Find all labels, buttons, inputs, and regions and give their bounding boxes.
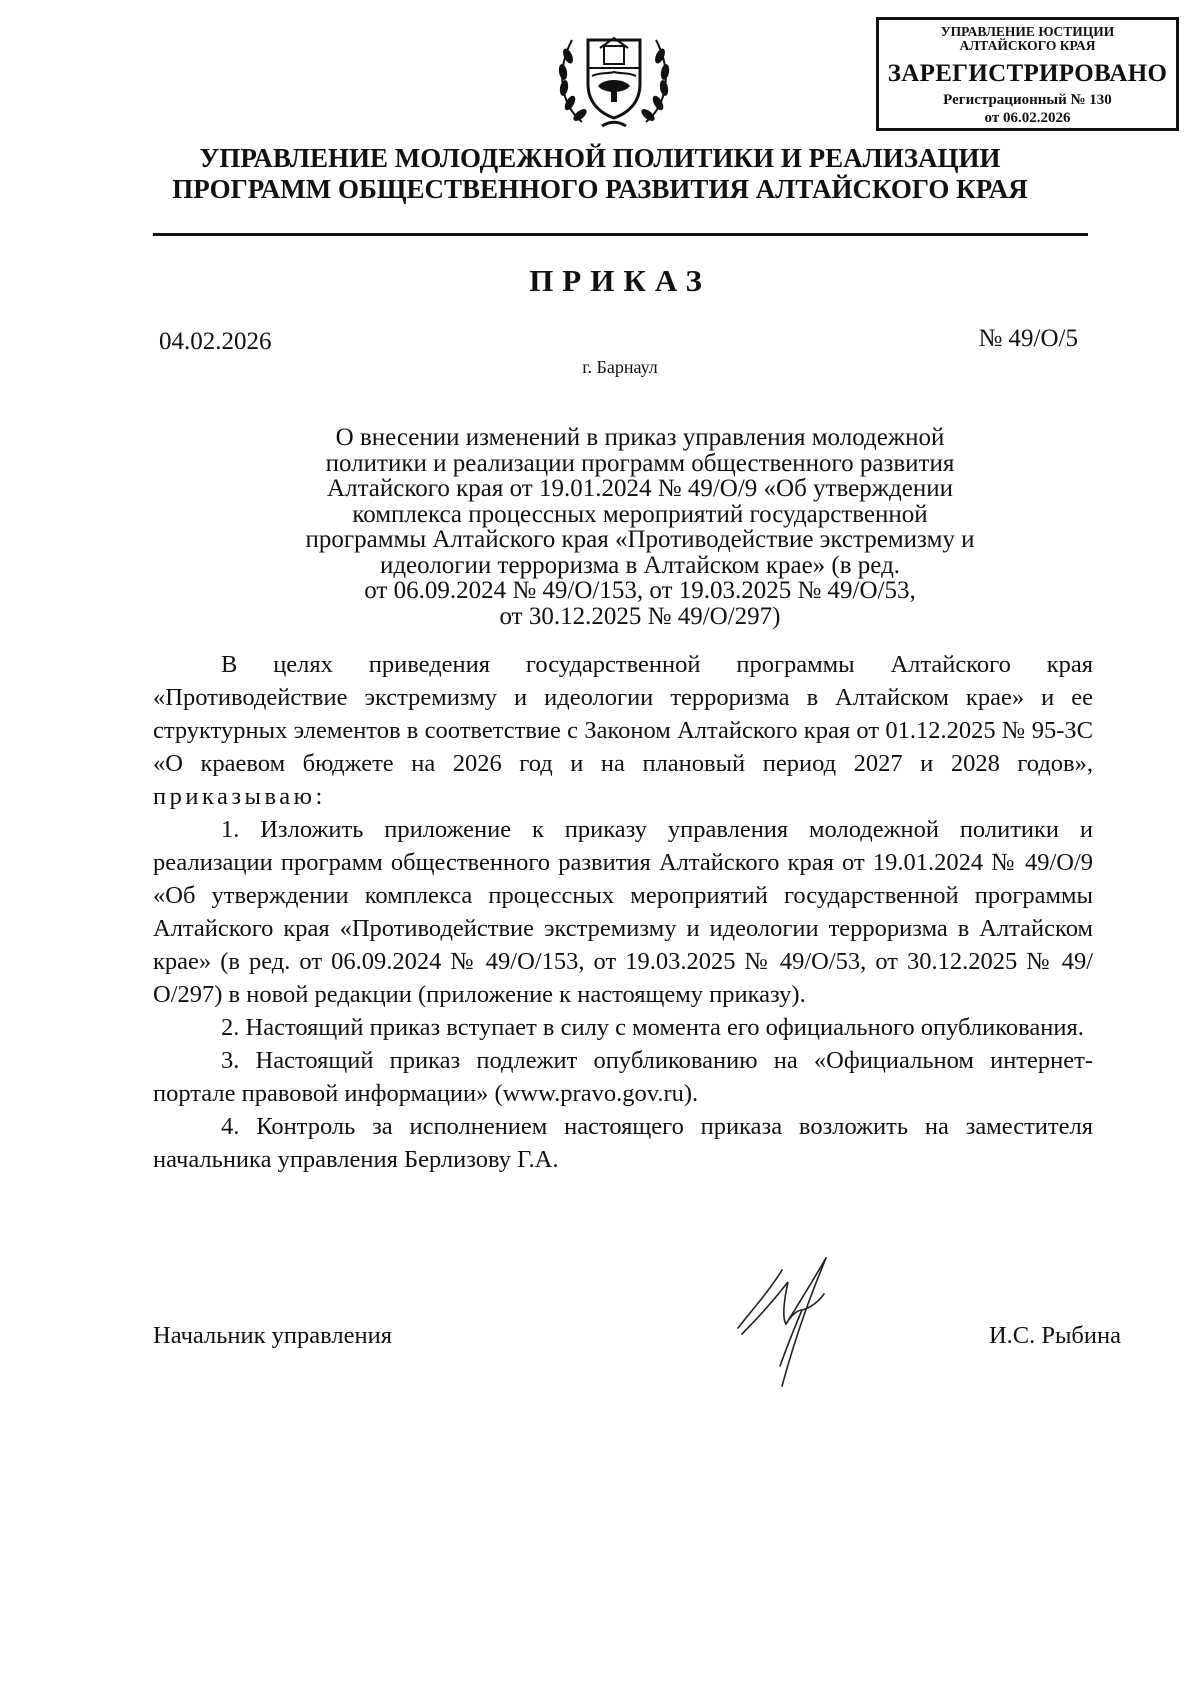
preamble-paragraph [153, 648, 1093, 813]
order-number: № 49/О/5 [978, 325, 1078, 352]
stamp-date: от 06.02.2026 [984, 110, 1071, 126]
stamp-status: ЗАРЕГИСТРИРОВАНО [887, 60, 1168, 87]
header-divider [153, 233, 1088, 236]
coat-of-arms-icon [552, 26, 676, 130]
stamp-organization [879, 25, 1176, 53]
order-city: г. Барнаул [582, 357, 658, 377]
order-subject: О внесении изменений в приказ управления молодежной политики и реализации программ общественного развития Алтайского края от 19.01.2024 № 49/О/9 «Об утверждении комплекса процессных мероприятий государственной программы Алтайского края «Противодействие экстремизму и идеологии терроризма в Алтайском крае» (в ред. от 06.09.2024 № 49/О/153, от 19.03.2025 № 49/О/53, от 30.12.2025 № 49/О/297) [305, 424, 975, 630]
preamble-text: В целях приведения государственной программы Алтайского края «Противодействие экстремизму и идеологии терроризма в Алтайском крае» и ее структурных элементов в соответствие с Законом Алтайского края от 01.12.2025 № 95-ЗС «О краевом бюджете на 2026 год и на плановый период 2027 и 2028 годов», [153, 651, 1093, 777]
registration-stamp [876, 17, 1179, 131]
order-item-3: 3. Настоящий приказ подлежит опубликованию на «Официальном интернет-портале правовой информации» (www.pravo.gov.ru). [153, 1047, 1093, 1107]
order-date: 04.02.2026 [159, 328, 272, 355]
stamp-registration-number: Регистрационный № 130 [943, 92, 1112, 108]
organization-name-line-2: ПРОГРАММ ОБЩЕСТВЕННОГО РАЗВИТИЯ АЛТАЙСКОГО КРАЯ [172, 174, 1028, 204]
organization-name-line-1: УПРАВЛЕНИЕ МОЛОДЕЖНОЙ ПОЛИТИКИ И РЕАЛИЗАЦИИ [199, 143, 1001, 173]
order-item-4: 4. Контроль за исполнением настоящего приказа возложить на заместителя начальника управления Берлизову Г.А. [153, 1113, 1093, 1173]
order-item-1: 1. Изложить приложение к приказу управления молодежной политики и реализации программ общественного развития Алтайского края от 19.01.2024 № 49/О/9 «Об утверждении комплекса процессных мероприятий государственной программы Алтайского края «Противодействие экстремизму и идеологии терроризма в Алтайском крае» (в ред. от 06.09.2024 № 49/О/153, от 19.03.2025 № 49/О/53, от 30.12.2025 № 49/О/297) в новой редакции (приложение к настоящему приказу). [153, 816, 1093, 1008]
stamp-org-line-1: УПРАВЛЕНИЕ ЮСТИЦИИ [940, 24, 1115, 39]
order-word: приказываю: [153, 783, 326, 810]
signatory-position: Начальник управления [153, 1322, 392, 1349]
stamp-org-line-2: АЛТАЙСКОГО КРАЯ [959, 38, 1096, 53]
signatory-name: И.С. Рыбина [988, 1322, 1121, 1349]
document-type: ПРИКАЗ [529, 263, 711, 298]
order-item-2: 2. Настоящий приказ вступает в силу с момента его официального опубликования. [221, 1014, 1084, 1041]
handwritten-signature [732, 1248, 852, 1393]
organization-name [100, 143, 1100, 205]
order-body [153, 648, 1093, 1176]
